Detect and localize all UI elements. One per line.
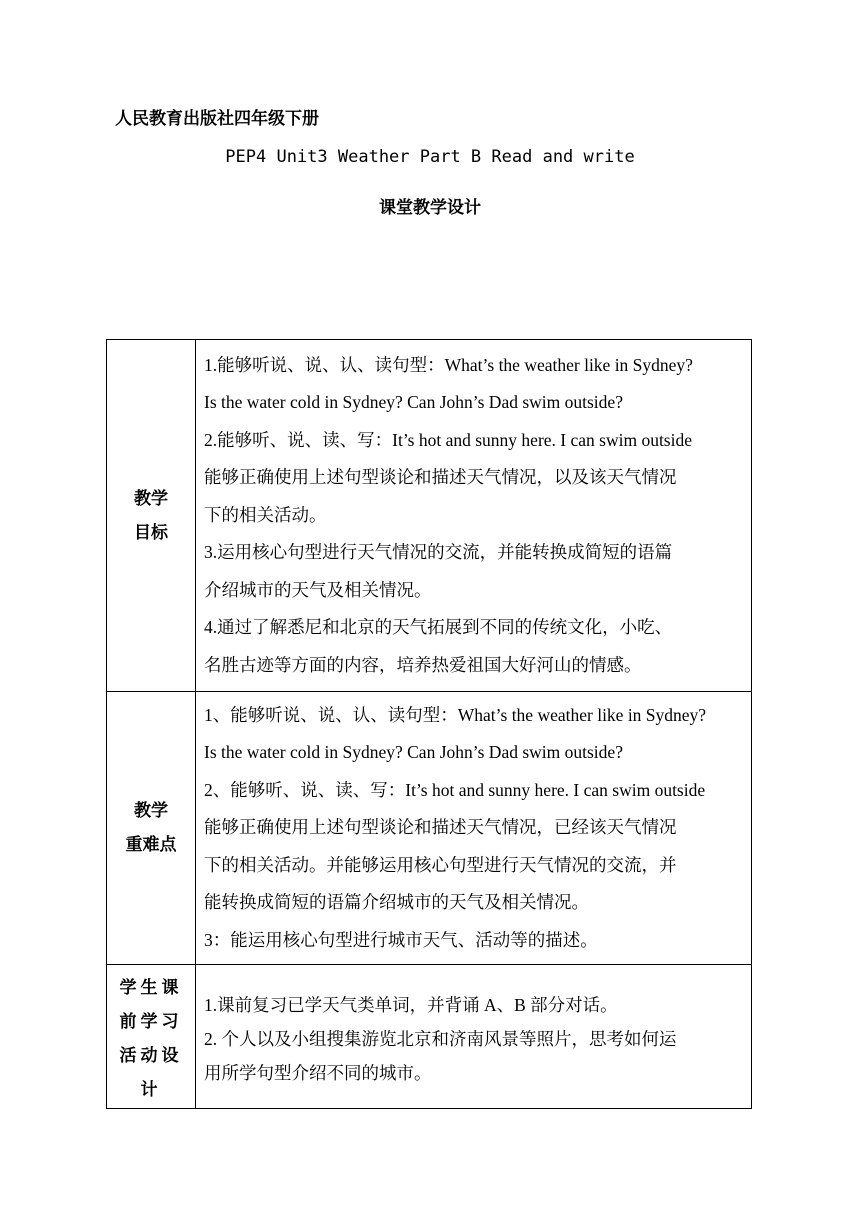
content-line: 1、能够听说、说、认、读句型：What’s the weather like in Sydney? bbox=[204, 704, 707, 725]
label-objectives bbox=[107, 340, 196, 692]
content-line: 3.运用核心句型进行天气情况的交流，并能转换成简短的语篇 bbox=[204, 542, 673, 563]
table-row-objectives bbox=[107, 340, 752, 692]
label-line: 学生课 bbox=[119, 978, 183, 998]
publisher-heading: 人民教育出版社四年级下册 bbox=[115, 109, 319, 129]
content-line: 介绍城市的天气及相关情况。 bbox=[204, 579, 432, 600]
label-key-points bbox=[107, 692, 196, 965]
content-line: 3：能运用核心句型进行城市天气、活动等的描述。 bbox=[204, 929, 598, 950]
content-line: 1.能够听说、说、认、读句型：What’s the weather like in Sydney? bbox=[204, 354, 693, 375]
lesson-title-chinese: 课堂教学设计 bbox=[379, 198, 481, 218]
content-line: 能够正确使用上述句型谈论和描述天气情况，已经该天气情况 bbox=[204, 817, 677, 838]
content-line: Is the water cold in Sydney? Can John’s Dad swim outside? bbox=[204, 392, 623, 413]
label-line: 教学 bbox=[134, 801, 168, 821]
label-line: 前学习 bbox=[119, 1012, 183, 1032]
content-objectives bbox=[196, 340, 752, 692]
content-line: 2. 个人以及小组搜集游览北京和济南风景等照片，思考如何运 bbox=[204, 1028, 677, 1049]
content-line: 能够正确使用上述句型谈论和描述天气情况，以及该天气情况 bbox=[204, 467, 677, 488]
label-line: 教学 bbox=[134, 488, 168, 509]
content-line: 用所学句型介绍不同的城市。 bbox=[204, 1062, 432, 1083]
content-line: Is the water cold in Sydney? Can John’s Dad swim outside? bbox=[204, 742, 623, 763]
content-pre-class-activities bbox=[196, 965, 752, 1109]
content-line: 4.通过了解悉尼和北京的天气拓展到不同的传统文化，小吃、 bbox=[204, 617, 673, 638]
table-row-key-points bbox=[107, 692, 752, 965]
content-line: 2.能够听、说、读、写：It’s hot and sunny here. I can swim outside bbox=[204, 429, 692, 450]
label-pre-class-activities bbox=[107, 965, 196, 1109]
label-line: 目标 bbox=[134, 522, 168, 543]
content-line: 名胜古迹等方面的内容，培养热爱祖国大好河山的情感。 bbox=[204, 654, 642, 675]
content-line: 下的相关活动。并能够运用核心句型进行天气情况的交流，并 bbox=[204, 854, 677, 875]
label-line: 重难点 bbox=[125, 835, 177, 855]
lesson-title-english bbox=[0, 147, 860, 167]
content-key-points bbox=[196, 692, 752, 965]
lesson-plan-table bbox=[106, 339, 752, 1109]
content-line: 1.课前复习已学天气类单词，并背诵 A、B 部分对话。 bbox=[204, 994, 618, 1015]
content-line: 下的相关活动。 bbox=[204, 504, 327, 525]
lesson-title-english-text: PEP4 Unit3 Weather Part B Read and write bbox=[225, 147, 635, 167]
content-line: 能转换成简短的语篇介绍城市的天气及相关情况。 bbox=[204, 892, 589, 913]
content-line: 2、能够听、说、读、写：It’s hot and sunny here. I can swim outside bbox=[204, 779, 706, 800]
label-line: 活动设 bbox=[119, 1046, 183, 1066]
label-line: 计 bbox=[140, 1080, 162, 1100]
table-row-pre-class-activities bbox=[107, 965, 752, 1109]
